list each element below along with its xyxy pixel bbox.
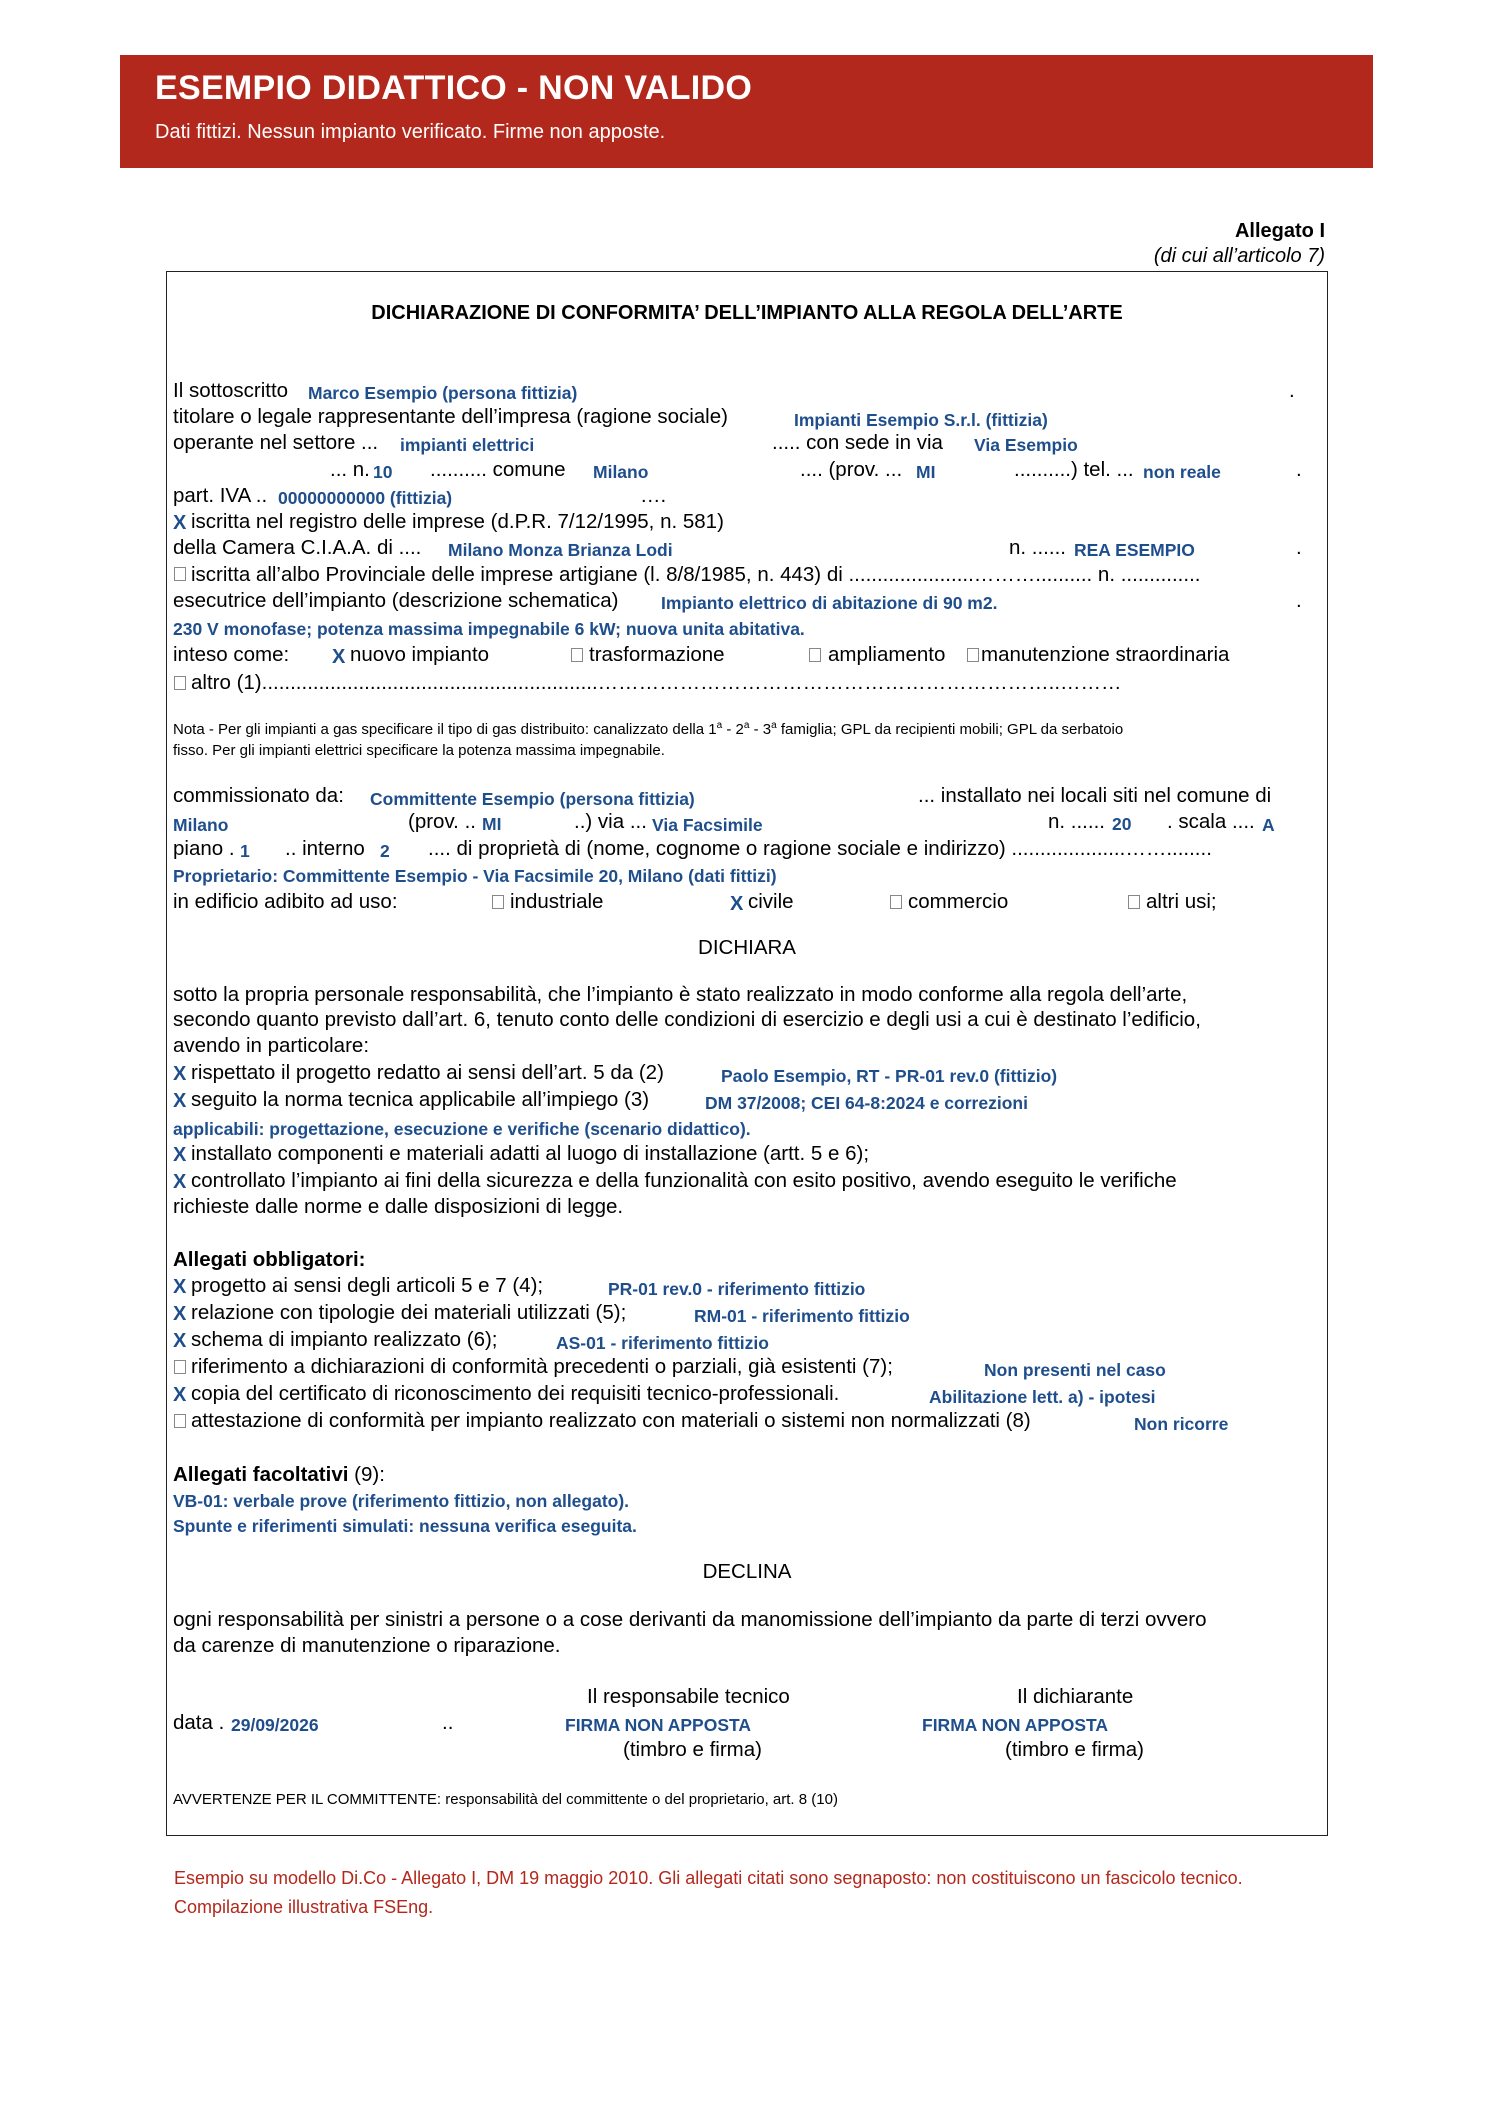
- nota-line-2: fisso. Per gli impianti elettrici specificare la potenza massima impegnabile.: [173, 742, 665, 759]
- label-proprieta: .... di proprietà di (nome, cognome o ragione sociale e indirizzo) ....................……........: [428, 837, 1212, 860]
- label-altro: altro (1)...........................................................…………………………………………………………..………: [191, 671, 1122, 694]
- label-timbro-dichiarante: (timbro e firma): [1005, 1738, 1144, 1761]
- label-registro: iscritta nel registro delle imprese (d.P.R. 7/12/1995, n. 581): [191, 510, 724, 533]
- label-settore: operante nel settore ...: [173, 431, 379, 454]
- field-tel[interactable]: non reale: [1143, 462, 1221, 482]
- field-norma-2[interactable]: applicabili: progettazione, esecuzione e verifiche (scenario didattico).: [173, 1119, 751, 1139]
- check-relazione[interactable]: X: [173, 1303, 187, 1325]
- heading-allegati-obbligatori: Allegati obbligatori:: [173, 1248, 366, 1271]
- label-albo: iscritta all’albo Provinciale delle imprese artigiane (l. 8/8/1985, n. 443) di ......................……….......... n. ..............: [191, 563, 1201, 586]
- checkbox-trasformazione[interactable]: [571, 648, 583, 662]
- label-n: ... n.: [330, 458, 370, 481]
- label-manutenzione: manutenzione straordinaria: [981, 643, 1230, 666]
- label-scala: . scala ....: [1167, 810, 1255, 833]
- label-altri-usi: altri usi;: [1146, 890, 1217, 913]
- label-controllato-1: controllato l’impianto ai fini della sicurezza e della funzionalità con esito positivo, avendo eseguito le verifiche: [191, 1169, 1177, 1192]
- field-proprietario[interactable]: Proprietario: Committente Esempio - Via Facsimile 20, Milano (dati fittizi): [173, 866, 777, 886]
- field-via[interactable]: Via Esempio: [974, 435, 1078, 455]
- field-scala[interactable]: A: [1262, 815, 1275, 835]
- field-norma-1[interactable]: DM 37/2008; CEI 64-8:2024 e correzioni: [705, 1093, 1028, 1113]
- dot-end: .: [1296, 536, 1302, 559]
- label-installato: ... installato nei locali siti nel comune di: [918, 784, 1272, 807]
- label-data: data .: [173, 1711, 225, 1734]
- field-via-locali[interactable]: Via Facsimile: [652, 815, 763, 835]
- label-tel: ..........) tel. ...: [1014, 458, 1134, 481]
- label-comune: .......... comune: [430, 458, 566, 481]
- data-tail: ..: [442, 1711, 454, 1734]
- label-n2: n. ......: [1048, 810, 1105, 833]
- label-installato-comp: installato componenti e materiali adatti al luogo di installazione (artt. 5 e 6);: [191, 1142, 870, 1165]
- field-n[interactable]: 10: [373, 462, 393, 482]
- field-camera-n[interactable]: REA ESEMPIO: [1074, 540, 1195, 560]
- avvertenze: AVVERTENZE PER IL COMMITTENTE: responsabilità del committente o del proprietario, art. 8 (10): [173, 1791, 838, 1808]
- check-seguito[interactable]: X: [173, 1090, 187, 1112]
- field-comune[interactable]: Milano: [593, 462, 649, 482]
- label-prov: .... (prov. ...: [800, 458, 903, 481]
- label-timbro-tecnico: (timbro e firma): [623, 1738, 762, 1761]
- field-data[interactable]: 29/09/2026: [231, 1715, 319, 1735]
- allegato-note: (di cui all’articolo 7): [1153, 245, 1325, 267]
- dichiara-line-3: avendo in particolare:: [173, 1034, 370, 1057]
- field-firma-dichiarante[interactable]: FIRMA NON APPOSTA: [922, 1715, 1109, 1735]
- label-commissionato: commissionato da:: [173, 784, 344, 807]
- field-progettista[interactable]: Paolo Esempio, RT - PR-01 rev.0 (fittizio): [721, 1066, 1058, 1086]
- check-installato[interactable]: X: [173, 1144, 187, 1166]
- label-commercio: commercio: [908, 890, 1009, 913]
- label-responsabile-tecnico: Il responsabile tecnico: [587, 1685, 790, 1708]
- field-facoltativi-2[interactable]: Spunte e riferimenti simulati: nessuna verifica eseguita.: [173, 1516, 637, 1536]
- checkbox-attestazione[interactable]: [174, 1414, 186, 1428]
- check-copia[interactable]: X: [173, 1384, 187, 1406]
- field-all-relazione[interactable]: RM-01 - riferimento fittizio: [694, 1306, 910, 1326]
- dichiara-line-1: sotto la propria personale responsabilità, che l’impianto è stato realizzato in modo conforme alla regola dell’arte,: [173, 983, 1188, 1006]
- label-relazione: relazione con tipologie dei materiali utilizzati (5);: [191, 1301, 627, 1324]
- field-ragione-sociale[interactable]: Impianti Esempio S.r.l. (fittizia): [794, 410, 1048, 430]
- field-facoltativi-1[interactable]: VB-01: verbale prove (riferimento fittizio, non allegato).: [173, 1491, 630, 1511]
- checkbox-altro[interactable]: [174, 676, 186, 690]
- check-civile[interactable]: X: [730, 893, 744, 915]
- check-controllato[interactable]: X: [173, 1171, 187, 1193]
- label-rispettato: rispettato il progetto redatto ai sensi dell’art. 5 da (2): [191, 1061, 664, 1084]
- label-schema: schema di impianto realizzato (6);: [191, 1328, 498, 1351]
- label-seguito: seguito la norma tecnica applicabile all’impiego (3): [191, 1088, 650, 1111]
- label-riferimento: riferimento a dichiarazioni di conformità precedenti o parziali, già esistenti (7);: [191, 1355, 893, 1378]
- piva-tail: ….: [640, 484, 667, 507]
- nota-line-1: Nota - Per gli impianti a gas specificare il tipo di gas distribuito: canalizzato della 1$^a$ - 2$^a$ - 3$^a$ famiglia; GPL da recipienti mobili; GPL da serbatoio: [173, 720, 1124, 738]
- field-all-riferimento[interactable]: Non presenti nel caso: [984, 1360, 1166, 1380]
- checkbox-altri-usi[interactable]: [1128, 895, 1140, 909]
- label-piano: piano .: [173, 837, 235, 860]
- check-schema[interactable]: X: [173, 1330, 187, 1352]
- field-all-schema[interactable]: AS-01 - riferimento fittizio: [556, 1333, 769, 1353]
- dot-end: .: [1289, 379, 1295, 402]
- checkbox-riferimento[interactable]: [174, 1360, 186, 1374]
- label-sede: ..... con sede in via: [772, 431, 943, 454]
- label-camera-n: n. ......: [1009, 536, 1066, 559]
- checkbox-albo[interactable]: [174, 567, 186, 581]
- banner-title: ESEMPIO DIDATTICO - NON VALIDO: [155, 69, 753, 107]
- label-progetto: progetto ai sensi degli articoli 5 e 7 (4);: [191, 1274, 544, 1297]
- heading-declina: DECLINA: [702, 1560, 792, 1583]
- warning-banner: [120, 55, 1373, 168]
- field-firma-tecnico[interactable]: FIRMA NON APPOSTA: [565, 1715, 752, 1735]
- checkbox-manutenzione[interactable]: [967, 648, 979, 662]
- banner-subtitle: Dati fittizi. Nessun impianto verificato. Firme non apposte.: [155, 121, 666, 143]
- label-via2: ..) via ...: [574, 810, 647, 833]
- field-descrizione-1[interactable]: Impianto elettrico di abitazione di 90 m2.: [661, 593, 998, 613]
- field-descrizione-2[interactable]: 230 V monofase; potenza massima impegnabile 6 kW; nuova unita abitativa.: [173, 619, 805, 639]
- document-title: DICHIARAZIONE DI CONFORMITA’ DELL’IMPIANTO ALLA REGOLA DELL’ARTE: [371, 302, 1123, 324]
- field-all-copia[interactable]: Abilitazione lett. a) - ipotesi: [929, 1387, 1156, 1407]
- field-comune-locali[interactable]: Milano: [173, 815, 229, 835]
- field-settore[interactable]: impianti elettrici: [400, 435, 535, 455]
- label-nuovo: nuovo impianto: [350, 643, 490, 666]
- label-sottoscritto: Il sottoscritto: [173, 379, 289, 402]
- label-industriale: industriale: [510, 890, 604, 913]
- dot-end: .: [1296, 589, 1302, 612]
- label-inteso: inteso come:: [173, 643, 290, 666]
- label-camera: della Camera C.I.A.A. di ....: [173, 536, 422, 559]
- check-nuovo[interactable]: X: [332, 646, 346, 668]
- check-registro[interactable]: X: [173, 512, 187, 534]
- dichiara-line-2: secondo quanto previsto dall’art. 6, tenuto conto delle condizioni di esercizio e degli usi a cui è destinato l’edificio,: [173, 1008, 1201, 1031]
- field-all-progetto[interactable]: PR-01 rev.0 - riferimento fittizio: [608, 1279, 866, 1299]
- field-interno[interactable]: 2: [380, 841, 390, 861]
- heading-dichiara: DICHIARA: [698, 936, 796, 959]
- field-piva[interactable]: 00000000000 (fittizia): [278, 488, 453, 508]
- footer-note: Esempio su modello Di.Co - Allegato I, DM 19 maggio 2010. Gli allegati citati sono segnaposto: non costituiscono un fascicolo tecnico. Compilazione illustrativa FSEng.: [174, 1868, 1243, 1917]
- field-prov[interactable]: MI: [916, 462, 936, 482]
- label-edificio: in edificio adibito ad uso:: [173, 890, 398, 913]
- label-controllato-2: richieste dalle norme e dalle disposizioni di legge.: [173, 1195, 624, 1218]
- label-titolare: titolare o legale rappresentante dell’impresa (ragione sociale): [173, 405, 728, 428]
- label-piva: part. IVA ..: [173, 484, 268, 507]
- field-sottoscritto[interactable]: Marco Esempio (persona fittizia): [308, 383, 578, 403]
- dot-end: .: [1296, 458, 1302, 481]
- label-esecutrice: esecutrice dell’impianto (descrizione schematica): [173, 589, 619, 612]
- field-all-attestazione[interactable]: Non ricorre: [1134, 1414, 1229, 1434]
- field-committente[interactable]: Committente Esempio (persona fittizia): [370, 789, 695, 809]
- label-civile: civile: [748, 890, 794, 913]
- label-copia: copia del certificato di riconoscimento dei requisiti tecnico-professionali.: [191, 1382, 840, 1405]
- checkbox-commercio[interactable]: [890, 895, 902, 909]
- checkbox-industriale[interactable]: [492, 895, 504, 909]
- field-n-locali[interactable]: 20: [1112, 814, 1132, 834]
- check-progetto[interactable]: X: [173, 1276, 187, 1298]
- heading-allegati-facoltativi: Allegati facoltativi (9):: [173, 1463, 385, 1486]
- label-attestazione: attestazione di conformità per impianto realizzato con materiali o sistemi non normalizzati (8): [191, 1409, 1031, 1432]
- declina-line-2: da carenze di manutenzione o riparazione.: [173, 1634, 561, 1657]
- label-trasformazione: trasformazione: [589, 643, 725, 666]
- label-interno: .. interno: [285, 837, 365, 860]
- field-camera[interactable]: Milano Monza Brianza Lodi: [448, 540, 673, 560]
- declina-line-1: ogni responsabilità per sinistri a persone o a cose derivanti da manomissione dell’impianto da parte di terzi ovvero: [173, 1608, 1207, 1631]
- label-ampliamento: ampliamento: [828, 643, 946, 666]
- label-prov2: (prov. ..: [408, 810, 476, 833]
- field-piano[interactable]: 1: [240, 841, 250, 861]
- check-rispettato[interactable]: X: [173, 1063, 187, 1085]
- label-dichiarante: Il dichiarante: [1017, 1685, 1134, 1708]
- field-prov-locali[interactable]: MI: [482, 814, 502, 834]
- checkbox-ampliamento[interactable]: [809, 648, 821, 662]
- allegato-label: Allegato I: [1234, 220, 1325, 242]
